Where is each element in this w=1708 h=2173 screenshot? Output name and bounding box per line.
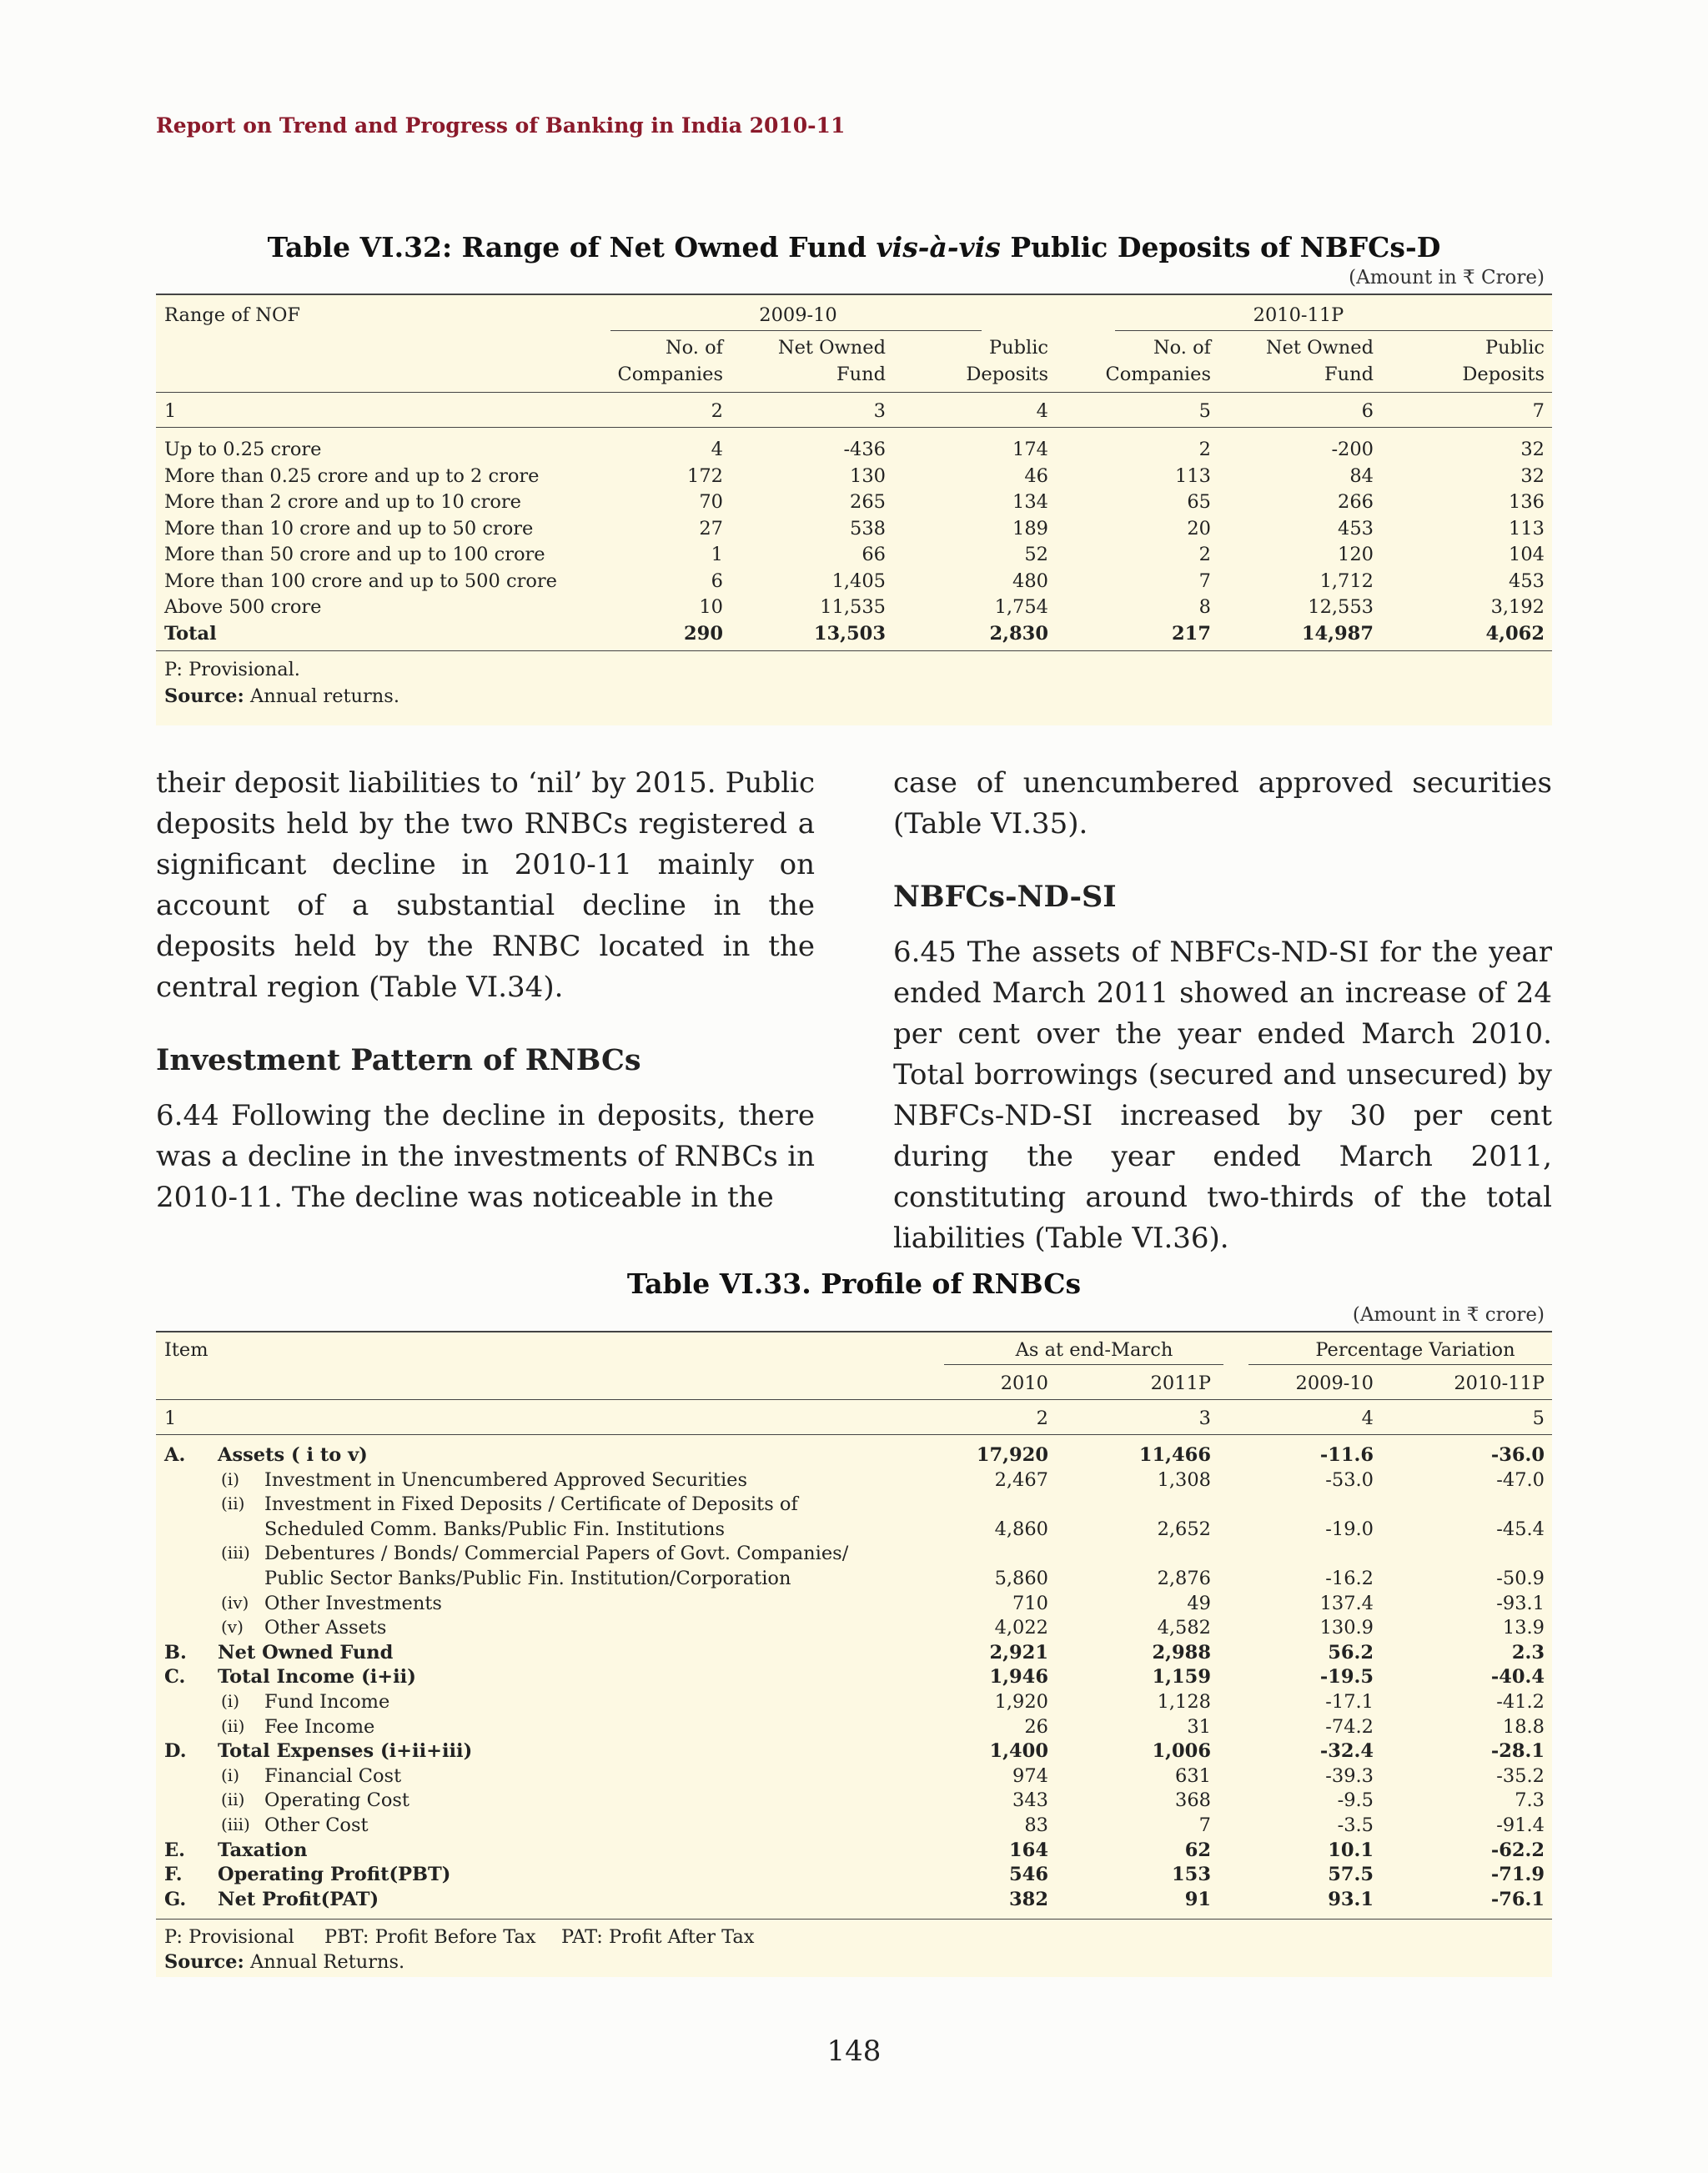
body-column-left xyxy=(156,763,815,1218)
data-cell: 5,860 xyxy=(994,1568,1048,1589)
row-label: Investment in Unencumbered Approved Securities xyxy=(264,1468,748,1491)
table-rule xyxy=(156,1434,1552,1435)
column-header: Net Owned xyxy=(777,337,886,359)
column-header: Companies xyxy=(1105,364,1211,385)
data-cell: 4,860 xyxy=(994,1518,1048,1540)
table-32-unit-note: (Amount in ₹ Crore) xyxy=(1349,267,1545,289)
table-rule xyxy=(156,1919,1552,1920)
row-label: Public Sector Banks/Public Fin. Institution/Corporation xyxy=(264,1568,791,1589)
column-header: Public xyxy=(988,337,1048,359)
data-cell: 10.1 xyxy=(1328,1839,1374,1861)
column-header: No. of xyxy=(665,337,723,359)
data-cell: 20 xyxy=(1187,517,1211,539)
data-cell: 14,987 xyxy=(1301,622,1374,645)
data-cell: 4,022 xyxy=(994,1617,1048,1639)
data-cell: 172 xyxy=(687,464,723,487)
data-cell: 134 xyxy=(1012,491,1048,513)
row-label: Taxation xyxy=(218,1839,308,1861)
column-group-header: 2009-10 xyxy=(759,304,837,326)
row-key: G. xyxy=(164,1888,187,1910)
column-header: 2010-11P xyxy=(1454,1373,1545,1394)
data-cell: 3,192 xyxy=(1490,596,1545,618)
table-source-note xyxy=(164,687,399,706)
data-cell: -19.5 xyxy=(1319,1666,1374,1689)
data-cell: 2 xyxy=(1198,439,1211,460)
row-key: D. xyxy=(164,1740,187,1763)
data-cell: 26 xyxy=(1024,1715,1048,1738)
column-number: 2 xyxy=(711,400,723,422)
stub-header: Range of NOF xyxy=(164,304,301,326)
source-text: Annual returns. xyxy=(244,685,399,707)
data-cell: 120 xyxy=(1338,544,1374,565)
row-label: More than 100 crore and up to 500 crore xyxy=(164,570,557,592)
row-key: (i) xyxy=(221,1468,240,1489)
data-cell: -62.2 xyxy=(1490,1839,1545,1861)
data-cell: -35.2 xyxy=(1496,1764,1545,1787)
data-cell: 1,400 xyxy=(989,1740,1048,1763)
table-rule xyxy=(156,427,1552,428)
data-cell: -436 xyxy=(843,439,886,460)
row-label: Above 500 crore xyxy=(164,596,322,618)
column-number: 7 xyxy=(1532,400,1545,422)
paragraph: 6.45 The assets of NBFCs-ND-SI for the year ended March 2011 showed an increase of 24 per cent over the year ended March 2010. Total borrowings (secured and unsecured) by NBFCs-ND-SI increased by 30 per cent during the year ended March 2011, constituting around two-thirds of the total liabilities (Table VI.36). xyxy=(893,936,1552,1255)
section-heading: NBFCs-ND-SI xyxy=(893,880,1117,914)
table-32 xyxy=(156,294,1552,725)
data-cell: 10 xyxy=(699,596,723,618)
data-cell: 1,754 xyxy=(994,596,1048,618)
row-key: (ii) xyxy=(221,1789,245,1810)
table-note: P: Provisional. xyxy=(164,659,300,680)
column-header: No. of xyxy=(1153,337,1211,359)
table-33-unit-note: (Amount in ₹ crore) xyxy=(1352,1304,1545,1326)
data-cell: 368 xyxy=(1175,1789,1211,1812)
data-cell: 11,535 xyxy=(820,596,886,618)
data-cell: 631 xyxy=(1175,1764,1211,1787)
data-cell: 7 xyxy=(1198,1814,1211,1836)
column-header: Fund xyxy=(1324,364,1374,385)
row-label: Up to 0.25 crore xyxy=(164,439,322,460)
data-cell: -9.5 xyxy=(1337,1789,1374,1812)
data-cell: 1,159 xyxy=(1152,1666,1211,1689)
data-cell: 480 xyxy=(1012,570,1048,592)
column-number: 3 xyxy=(1198,1408,1211,1429)
data-cell: 130.9 xyxy=(1319,1617,1374,1639)
data-cell: 382 xyxy=(1009,1888,1048,1910)
data-cell: -32.4 xyxy=(1319,1740,1374,1763)
data-cell: 164 xyxy=(1009,1839,1048,1861)
data-cell: 453 xyxy=(1509,570,1545,592)
data-cell: -76.1 xyxy=(1490,1888,1545,1910)
data-cell: 13,503 xyxy=(813,622,886,645)
table-33 xyxy=(156,1331,1552,1977)
data-cell: 1,712 xyxy=(1319,570,1374,592)
data-cell: 113 xyxy=(1509,517,1545,539)
data-cell: 4,582 xyxy=(1157,1617,1211,1639)
table-rule xyxy=(156,1331,1552,1332)
table-rule xyxy=(156,1399,1552,1400)
column-group-header: As at end-March xyxy=(1015,1339,1173,1361)
data-cell: 153 xyxy=(1172,1864,1211,1886)
data-cell: 84 xyxy=(1349,464,1374,487)
column-number: 4 xyxy=(1361,1408,1374,1429)
data-cell: 1,308 xyxy=(1157,1468,1211,1491)
data-cell: 52 xyxy=(1024,544,1048,565)
data-cell: 70 xyxy=(699,491,723,513)
data-cell: 974 xyxy=(1012,1764,1048,1787)
data-cell: -28.1 xyxy=(1490,1740,1545,1763)
row-key: (i) xyxy=(221,1764,240,1785)
row-key: (v) xyxy=(221,1617,244,1638)
data-cell: -45.4 xyxy=(1496,1518,1545,1540)
paragraph: case of unencumbered approved securities (Table VI.35). xyxy=(893,766,1552,841)
row-label: Other Assets xyxy=(264,1617,387,1639)
data-cell: -71.9 xyxy=(1490,1864,1545,1886)
data-cell: 290 xyxy=(684,622,723,645)
source-label: Source: xyxy=(164,685,244,707)
data-cell: -50.9 xyxy=(1496,1568,1545,1589)
row-label: Other Investments xyxy=(264,1592,442,1614)
data-cell: -74.2 xyxy=(1325,1715,1374,1738)
data-cell: 1,006 xyxy=(1152,1740,1211,1763)
row-label: Investment in Fixed Deposits / Certificate of Deposits of xyxy=(264,1493,798,1516)
data-cell: 6 xyxy=(711,570,723,592)
data-cell: 1,128 xyxy=(1157,1691,1211,1713)
paragraph: 6.44 Following the decline in deposits, there was a decline in the investments of RNBCs in 2010-11. The decline was noticeable in the xyxy=(156,1099,815,1214)
column-header: Fund xyxy=(836,364,886,385)
data-cell: 265 xyxy=(850,491,886,513)
data-cell: 538 xyxy=(850,517,886,539)
data-cell: 343 xyxy=(1012,1789,1048,1812)
column-number: 5 xyxy=(1532,1408,1545,1429)
row-label: Total Income (i+ii) xyxy=(218,1666,416,1689)
table-note: P: Provisional xyxy=(164,1926,294,1948)
data-cell: 217 xyxy=(1172,622,1211,645)
table-32-title: Table VI.32: Range of Net Owned Fund vis-à-vis Public Deposits of NBFCs-D xyxy=(267,231,1441,263)
column-header: Companies xyxy=(617,364,723,385)
table-note: PBT: Profit Before Tax xyxy=(324,1926,536,1948)
column-header: Deposits xyxy=(1462,364,1545,385)
column-header: Net Owned xyxy=(1265,337,1374,359)
data-cell: 57.5 xyxy=(1328,1864,1374,1886)
row-label: Fund Income xyxy=(264,1691,390,1713)
data-cell: 13.9 xyxy=(1502,1617,1545,1639)
data-cell: 8 xyxy=(1198,596,1211,618)
data-cell: -40.4 xyxy=(1490,1666,1545,1689)
data-cell: 56.2 xyxy=(1328,1641,1374,1664)
data-cell: -91.4 xyxy=(1496,1814,1545,1836)
row-key: B. xyxy=(164,1641,187,1664)
row-label: Other Cost xyxy=(264,1814,369,1836)
table-rule xyxy=(156,294,1552,295)
data-cell: -47.0 xyxy=(1496,1468,1545,1491)
column-group-header: 2010-11P xyxy=(1253,304,1344,326)
data-cell: 189 xyxy=(1012,517,1048,539)
row-key: (ii) xyxy=(221,1493,245,1514)
column-number: 1 xyxy=(164,400,177,422)
group-underline xyxy=(610,330,982,331)
source-label: Source: xyxy=(164,1951,244,1973)
data-cell: 91 xyxy=(1184,1888,1211,1910)
data-cell: 66 xyxy=(862,544,886,565)
data-cell: 46 xyxy=(1024,464,1048,487)
data-cell: 710 xyxy=(1012,1592,1048,1614)
row-label: More than 50 crore and up to 100 crore xyxy=(164,544,545,565)
data-cell: 32 xyxy=(1520,439,1545,460)
source-text: Annual Returns. xyxy=(244,1951,405,1973)
column-number: 3 xyxy=(873,400,886,422)
data-cell: 4 xyxy=(711,439,723,460)
data-cell: 62 xyxy=(1184,1839,1211,1861)
data-cell: 2,467 xyxy=(994,1468,1048,1491)
row-key: A. xyxy=(164,1444,186,1466)
column-number: 4 xyxy=(1036,400,1048,422)
data-cell: -53.0 xyxy=(1325,1468,1374,1491)
row-key: E. xyxy=(164,1839,185,1861)
row-label: Financial Cost xyxy=(264,1764,402,1787)
row-label: Total xyxy=(164,622,217,645)
data-cell: 104 xyxy=(1509,544,1545,565)
section-heading: Investment Pattern of RNBCs xyxy=(156,1043,641,1077)
data-cell: 1,946 xyxy=(989,1666,1048,1689)
row-label: Net Profit(PAT) xyxy=(218,1888,379,1910)
data-cell: 27 xyxy=(699,517,723,539)
row-label: More than 10 crore and up to 50 crore xyxy=(164,517,534,539)
row-key: (iii) xyxy=(221,1814,250,1834)
row-label: Operating Cost xyxy=(264,1789,409,1812)
data-cell: 2 xyxy=(1198,544,1211,565)
column-number: 1 xyxy=(164,1408,177,1429)
column-number: 6 xyxy=(1361,400,1374,422)
data-cell: -41.2 xyxy=(1496,1691,1545,1713)
data-cell: 11,466 xyxy=(1138,1444,1211,1466)
group-underline xyxy=(1248,1364,1552,1365)
data-cell: 17,920 xyxy=(976,1444,1048,1466)
data-cell: 113 xyxy=(1175,464,1211,487)
data-cell: 93.1 xyxy=(1328,1888,1374,1910)
data-cell: 2.3 xyxy=(1511,1641,1545,1664)
data-cell: 7 xyxy=(1198,570,1211,592)
data-cell: 12,553 xyxy=(1308,596,1374,618)
running-head: Report on Trend and Progress of Banking in India 2010-11 xyxy=(156,113,846,138)
data-cell: 546 xyxy=(1009,1864,1048,1886)
data-cell: 83 xyxy=(1024,1814,1048,1836)
row-label: More than 0.25 crore and up to 2 crore xyxy=(164,464,540,487)
data-cell: 2,652 xyxy=(1157,1518,1211,1540)
data-cell: 49 xyxy=(1187,1592,1211,1614)
table-rule xyxy=(156,392,1552,393)
row-key: (i) xyxy=(221,1691,240,1711)
paragraph: their deposit liabilities to ‘nil’ by 2015. Public deposits held by the two RNBCs registered a significant decline in 2010-11 mainly on account of a substantial decline in the deposits held by the RNBC located in the central region (Table VI.34). xyxy=(156,766,815,1004)
data-cell: -200 xyxy=(1331,439,1374,460)
data-cell: 2,988 xyxy=(1152,1641,1211,1664)
data-cell: 130 xyxy=(850,464,886,487)
row-label: More than 2 crore and up to 10 crore xyxy=(164,491,521,513)
data-cell: -36.0 xyxy=(1490,1444,1545,1466)
row-key: (iii) xyxy=(221,1543,250,1563)
body-column-right xyxy=(893,763,1552,1259)
data-cell: -19.0 xyxy=(1325,1518,1374,1540)
table-rule xyxy=(156,650,1552,651)
data-cell: 1,920 xyxy=(994,1691,1048,1713)
row-label: Fee Income xyxy=(264,1715,375,1738)
column-number: 2 xyxy=(1036,1408,1048,1429)
data-cell: -16.2 xyxy=(1325,1568,1374,1589)
row-key: (iv) xyxy=(221,1592,249,1613)
data-cell: -3.5 xyxy=(1337,1814,1374,1836)
data-cell: 453 xyxy=(1338,517,1374,539)
group-underline xyxy=(944,1364,1223,1365)
row-label: Operating Profit(PBT) xyxy=(218,1864,451,1886)
data-cell: -93.1 xyxy=(1496,1592,1545,1614)
data-cell: 136 xyxy=(1509,491,1545,513)
row-label: Net Owned Fund xyxy=(218,1641,394,1664)
data-cell: -17.1 xyxy=(1325,1691,1374,1713)
row-label: Debentures / Bonds/ Commercial Papers of Govt. Companies/ xyxy=(264,1543,849,1565)
data-cell: 2,830 xyxy=(989,622,1048,645)
data-cell: 4,062 xyxy=(1485,622,1545,645)
data-cell: 7.3 xyxy=(1515,1789,1545,1812)
row-label: Assets ( i to v) xyxy=(218,1444,368,1466)
data-cell: 2,876 xyxy=(1157,1568,1211,1589)
data-cell: 65 xyxy=(1187,491,1211,513)
data-cell: 1,405 xyxy=(831,570,886,592)
data-cell: -11.6 xyxy=(1319,1444,1374,1466)
row-label: Total Expenses (i+ii+iii) xyxy=(218,1740,473,1763)
row-key: F. xyxy=(164,1864,183,1886)
data-cell: 2,921 xyxy=(989,1641,1048,1664)
data-cell: 1 xyxy=(711,544,723,565)
data-cell: 266 xyxy=(1338,491,1374,513)
row-label: Scheduled Comm. Banks/Public Fin. Institutions xyxy=(264,1518,726,1540)
data-cell: 32 xyxy=(1520,464,1545,487)
column-number: 5 xyxy=(1198,400,1211,422)
data-cell: 18.8 xyxy=(1502,1715,1545,1738)
data-cell: 137.4 xyxy=(1319,1592,1374,1614)
row-key: (ii) xyxy=(221,1715,245,1736)
data-cell: 31 xyxy=(1187,1715,1211,1738)
row-key: C. xyxy=(164,1666,186,1689)
column-header: Public xyxy=(1484,337,1545,359)
data-cell: -39.3 xyxy=(1325,1764,1374,1787)
column-header: 2010 xyxy=(1000,1373,1048,1394)
stub-header: Item xyxy=(164,1339,208,1361)
column-header: 2011P xyxy=(1150,1373,1211,1394)
column-group-header: Percentage Variation xyxy=(1315,1339,1515,1361)
table-source-note xyxy=(164,1953,404,1972)
column-header: 2009-10 xyxy=(1295,1373,1374,1394)
table-33-title: Table VI.33. Profile of RNBCs xyxy=(626,1267,1082,1300)
data-cell: 174 xyxy=(1012,439,1048,460)
table-note: PAT: Profit After Tax xyxy=(561,1926,755,1948)
page-number: 148 xyxy=(826,2035,882,2068)
group-underline xyxy=(1115,330,1553,331)
column-header: Deposits xyxy=(966,364,1048,385)
